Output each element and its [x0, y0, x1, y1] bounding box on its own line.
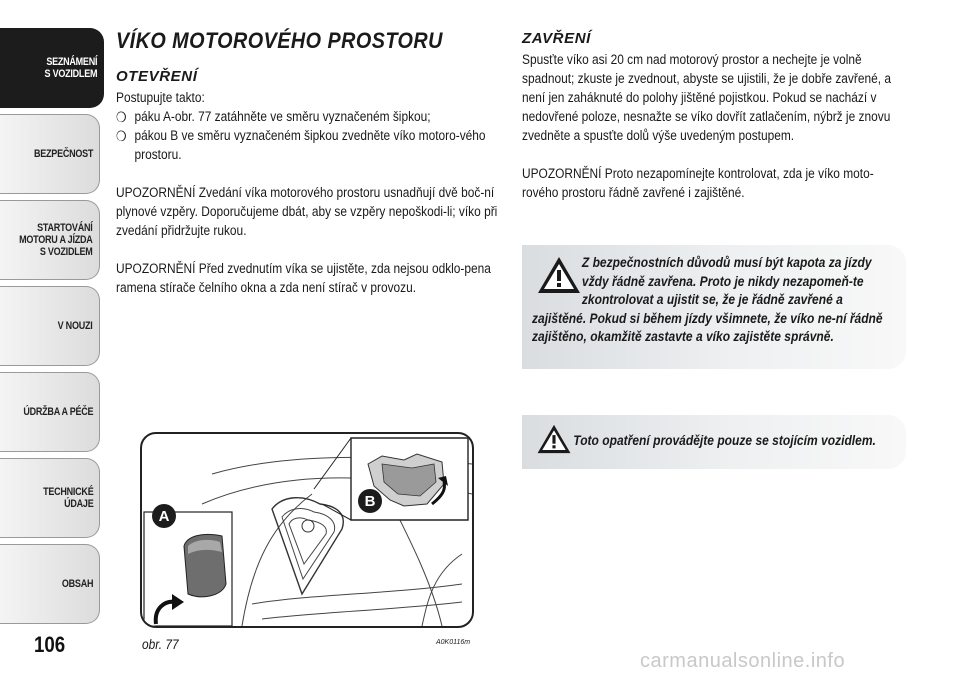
tab-bezpecnost[interactable]	[0, 114, 100, 194]
figure-illustration	[140, 432, 474, 628]
warning-text: Toto opatření provádějte pouze se stojícím vozidlem.	[573, 432, 876, 448]
figure-caption: obr. 77	[142, 636, 179, 652]
list-item	[116, 127, 511, 165]
warning-box	[522, 415, 906, 469]
tab-udrzba[interactable]	[0, 372, 100, 452]
note-text: UPOZORNĚNÍ Před zvednutím víka se ujistěte, zda nejsou odklo-pena ramena stírače čelního okna a zda není stírač v provozu.	[116, 261, 491, 296]
warning-box	[522, 245, 906, 369]
paragraph: Spusťte víko asi 20 cm nad motorový prostor a nechejte je volně spadnout; zkuste je zvednout, abyste se ujistili, že je dobře zavřené, a není jen zaháknuté do polohy jištěné pojistkou. Pokud se nachází v nedovřené poloze, nesnažte se víko dovřít zatlačením, nýbrž je znovu zvedněte a spusťte dolů výše uvedeným postupem.	[522, 52, 891, 144]
figure-code: A0K0116m	[436, 639, 471, 646]
left-column	[116, 28, 506, 298]
tab-seznameni[interactable]	[0, 28, 104, 108]
figure-label-a: A	[158, 508, 170, 525]
section-heading-otevreni: OTEVŘENÍ	[116, 68, 198, 85]
tab-label: TECHNICKÉ ÚDAJE	[42, 486, 93, 510]
tab-technicke-udaje[interactable]	[0, 458, 100, 538]
warning-text: Z bezpečnostních důvodů musí být kapota za jízdy vždy řádně zavřena. Proto je nikdy nezapomeň-te zkontrolovat a ujistit se, že je řádně zavřené a zajištěné. Pokud si během jízdy všimnete, že víko ne-ní řádně zajištěno, okamžitě zastavte a víko zajistěte správně.	[532, 254, 883, 344]
page-number: 106	[34, 632, 66, 657]
tab-label: V NOUZI	[58, 320, 93, 332]
right-column	[522, 28, 912, 203]
tab-obsah[interactable]	[0, 544, 100, 624]
watermark: carmanualsonline.info	[640, 650, 846, 672]
tab-label: BEZPEČNOST	[33, 148, 93, 160]
tab-v-nouzi[interactable]	[0, 286, 100, 366]
note-text: UPOZORNĚNÍ Proto nezapomínejte kontrolovat, zda je víko moto-rového prostoru řádně zavřené i zajištěné.	[522, 166, 874, 201]
section-heading-zavreni: ZAVŘENÍ	[522, 30, 591, 47]
tab-startovani[interactable]	[0, 200, 100, 280]
right-body	[522, 51, 908, 203]
list-item	[116, 108, 511, 127]
left-body	[116, 89, 511, 298]
page-title: VÍKO MOTOROVÉHO PROSTORU	[116, 28, 443, 53]
bullet-marker: ❍	[116, 109, 127, 125]
intro-text: Postupujte takto:	[116, 90, 205, 106]
bullet-marker: ❍	[116, 128, 127, 144]
note-text: UPOZORNĚNÍ Zvedání víka motorového prostoru usnadňují dvě boč-ní plynové vzpěry. Doporučujeme dbát, aby se vzpěry nepoškodi-li; víko při zvedání přidržujte rukou.	[116, 185, 498, 239]
tab-label: STARTOVÁNÍ MOTORU A JÍZDA S VOZIDLEM	[19, 222, 93, 258]
list-item-text: páku A-obr. 77 zatáhněte ve směru vyznačeném šipkou;	[134, 109, 431, 125]
tab-label: OBSAH	[61, 578, 93, 590]
car-front-illustration	[142, 434, 472, 626]
tab-label: ÚDRŽBA A PÉČE	[23, 406, 93, 418]
list-item-text: pákou B ve směru vyznačeném šipkou zvedněte víko motoro-vého prostoru.	[134, 128, 486, 163]
figure-label-b: B	[364, 493, 376, 510]
tab-label: SEZNÁMENÍ S VOZIDLEM	[44, 56, 97, 80]
